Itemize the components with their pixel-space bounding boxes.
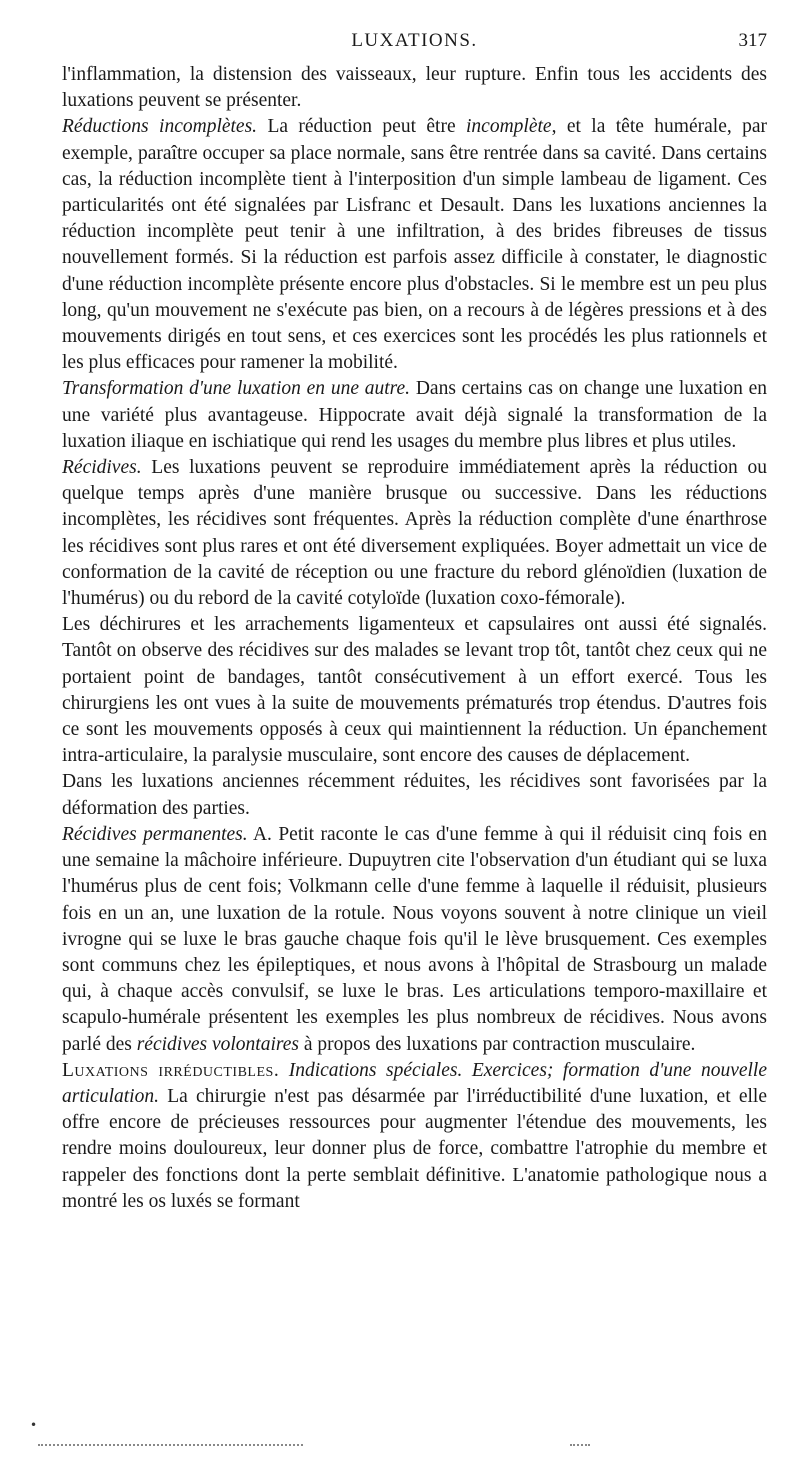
- italic-run: Réductions incomplètes.: [62, 116, 258, 138]
- text-run: Dans les luxations anciennes récemment réduites, les récidives sont favorisées par la déformation des parties.: [62, 771, 767, 819]
- running-head: [62, 30, 767, 56]
- text-run: Les luxations peuvent se reproduire immédiatement après la réduction ou quelque temps après d'une manière brusque ou successive. Dans les réductions incomplètes, les récidives sont fréquentes. Après la réduction complète d'une énarthrose les récidives sont plus rares et ont été diversement expliquées. Boyer admettait un vice de conformation de la cavité de réception ou une fracture du rebord glénoïdien (luxation de l'humérus) ou du rebord de la cavité cotyloïde (luxation coxo-fémorale).: [62, 457, 767, 610]
- footer-rule: [38, 1444, 303, 1446]
- body-text: [62, 62, 767, 1215]
- paragraph: [62, 1058, 767, 1215]
- text-run: La réduction peut être: [257, 116, 467, 138]
- italic-run: Récidives permanentes.: [62, 823, 248, 845]
- text-run: l'inflammation, la distension des vaisseaux, leur rupture. Enfin tous les accidents des luxations peuvent se présenter.: [62, 64, 767, 112]
- paragraph: [62, 769, 767, 821]
- italic-run: incomplète: [466, 116, 552, 138]
- page-number: 317: [738, 30, 767, 51]
- running-title: LUXATIONS.: [351, 30, 478, 51]
- text-run: Dans certains cas on change une luxation en une variété plus avantageuse. Hippocrate avait déjà signalé la transformation de la luxation iliaque en ischiatique qui rend les usages du membre plus libres et plus utiles.: [62, 378, 767, 452]
- italic-run: Récidives.: [62, 457, 142, 479]
- text-run: A. Petit raconte le cas d'une femme à qui il réduisit cinq fois en une semaine la mâchoire inférieure. Dupuytren cite l'observation d'un étudiant qui se luxa l'humérus plus de cent fois; Volkmann celle d'une femme à laquelle il réduisit, plusieurs fois en un an, une luxation de la rotule. Nous voyons souvent à notre clinique un vieil ivrogne qui se luxe le bras gauche chaque fois qu'il le lève brusquement. Ces exemples sont communs chez les épileptiques, et nous avons à l'hôpital de Strasbourg un malade qui, à chaque accès convulsif, se luxe le bras. Les articulations temporo-maxillaire et scapulo-humérale présentent les exemples les plus nombreux de récidives. Nous avons parlé des: [62, 823, 767, 1055]
- italic-run: Transformation d'une luxation en une autre.: [62, 378, 411, 400]
- italic-run: Indications spéciales. Exercices; formation d'une nouvelle articulation.: [62, 1059, 767, 1107]
- paragraph: [62, 62, 767, 114]
- text-run: à propos des luxations par contraction musculaire.: [299, 1033, 696, 1055]
- footer-marks: [30, 1418, 770, 1458]
- italic-run: récidives volontaires: [136, 1033, 299, 1055]
- text-run: , et la tête humérale, par exemple, paraître occuper sa place normale, sans être rentrée dans sa cavité. Dans certains cas, la réduction incomplète tient à l'interposition d'un simple lambeau de ligament. Ces particularités ont été signalées par Lisfranc et Desault. Dans les luxations anciennes la réduction incomplète peut tenir à une infiltration, à des brides fibreuses de tissus nouvellement formés. Si la réduction est parfois assez difficile à constater, le diagnostic d'une réduction incomplète présente encore plus d'obstacles. Si le membre est un peu plus long, qu'un mouvement ne s'exécute pas bien, on a recours à de légères pressions et à des mouvements dirigés en tout sens, et ces exercices sont les procédés les plus rationnels et les plus efficaces pour ramener la mobilité.: [62, 116, 768, 374]
- text-run: [279, 1060, 289, 1081]
- stray-mark-icon: •: [30, 1418, 38, 1432]
- footer-rule-short: [570, 1444, 590, 1446]
- paragraph: [62, 376, 767, 455]
- paragraph: [62, 455, 767, 612]
- paragraph: [62, 612, 767, 769]
- text-run: Les déchirures et les arrachements ligamenteux et capsulaires ont aussi été signalés. Tantôt on observe des récidives sur des malades se levant trop tôt, tantôt chez ceux qui ne portaient point de bandages, tantôt consécutivement à un effort exercé. Tous les chirurgiens les ont vues à la suite de mouvements prématurés trop étendus. D'autres fois ce sont les mouvements opposés à ceux qui maintiennent la réduction. Un épanchement intra-articulaire, la paralysie musculaire, sont encore des causes de déplacement.: [62, 614, 767, 767]
- paragraph: [62, 822, 767, 1058]
- smallcaps-run: Luxations irréductibles.: [62, 1059, 280, 1081]
- paragraph: [62, 114, 767, 376]
- text-run: La chirurgie n'est pas désarmée par l'irréductibilité d'une luxation, et elle offre encore de précieuses ressources pour augmenter l'étendue des mouvements, les rendre moins douloureux, leur donner plus de force, combattre l'atrophie du membre et rappeler des fonctions dont la perte semblait définitive. L'anatomie pathologique nous a montré les os luxés se formant: [62, 1085, 767, 1212]
